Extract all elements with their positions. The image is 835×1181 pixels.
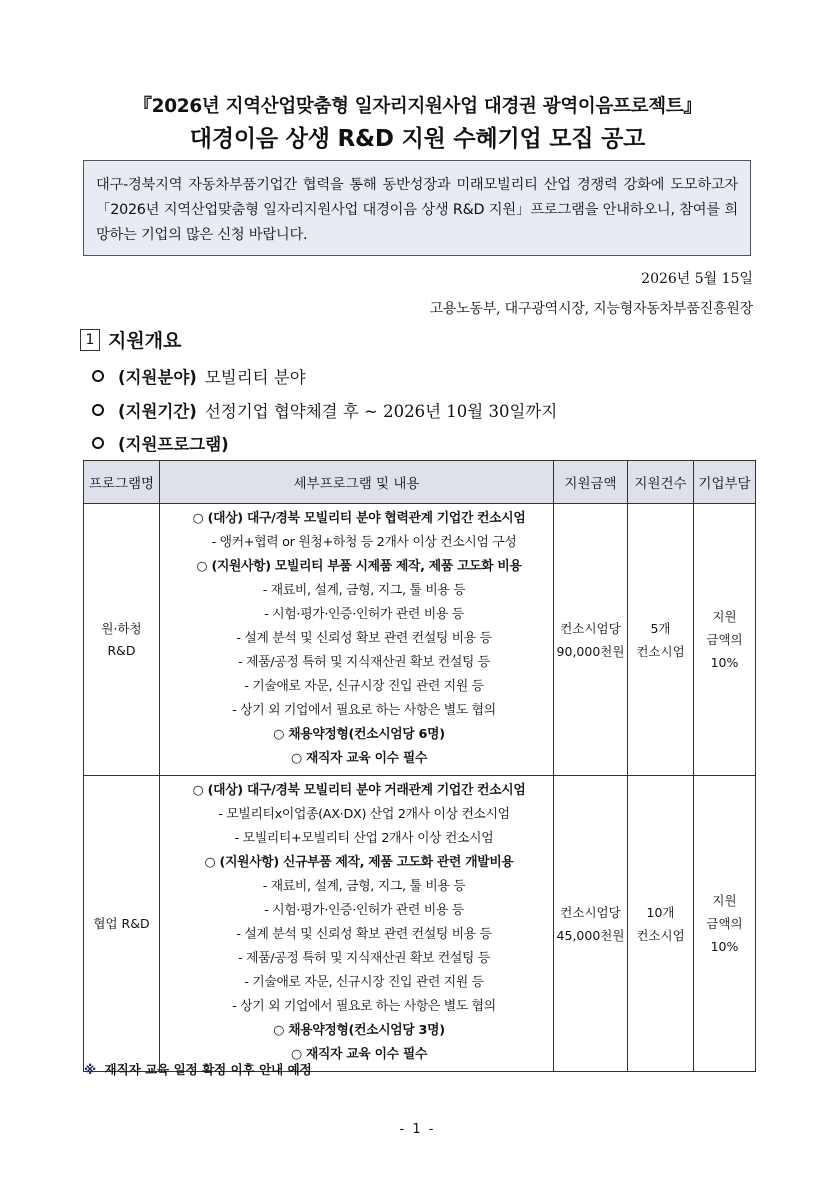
burden-percent: 10% [710,939,739,954]
detail-heading-line: ○ (대상) 대구/경북 모빌리티 분야 협력관계 기업간 컨소시엄 [192,511,526,526]
detail-sub-line: - 앵커+협력 or 원청+하청 등 2개사 이상 컨소시엄 구성 [211,535,517,550]
bullet-label: (지원기간) [118,402,197,421]
count-cell [628,776,694,1072]
detail-sub-line: - 모빌리티+모빌리티 산업 2개사 이상 컨소시엄 [234,831,494,846]
bullet-support-field [92,364,306,388]
burden-line: 금액의 [706,632,743,647]
detail-sub-line: - 재료비, 설계, 금형, 지그, 툴 비용 등 [262,879,466,894]
detail-sub-line: - 기술애로 자문, 신규시장 진입 관련 지원 등 [244,975,484,990]
burden-cell [694,504,756,776]
table-row [84,776,756,1072]
page-title: 대경이음 상생 R&D 지원 수혜기업 모집 공고 [189,126,646,152]
bullet-support-period [92,398,557,422]
burden-line: 지원 [712,893,737,908]
program-detail-cell [160,504,554,776]
burden-cell [694,776,756,1072]
detail-heading-line: ○ 채용약정형(컨소시엄당 3명) [273,1023,445,1038]
count-unit: 컨소시엄 [636,927,685,943]
section-number: 1 [80,329,100,351]
header-burden: 기업부담 [694,461,756,504]
bullet-label: (지원프로그램) [118,435,229,454]
section-heading [80,326,181,353]
count-value: 5개 [650,620,671,636]
detail-heading-line: ○ (대상) 대구/경북 모빌리티 분야 거래관계 기업간 컨소시엄 [192,783,526,798]
table-header-row [84,461,756,504]
detail-sub-line: - 제품/공정 특허 및 지식재산권 확보 컨설팅 등 [238,655,490,670]
program-name-cell [84,776,160,1072]
count-cell [628,504,694,776]
bullet-value: 모빌리티 분야 [204,368,306,387]
detail-heading-line: ○ 재직자 교육 이수 필수 [290,751,428,766]
amount-value: 45,000천원 [556,927,625,943]
footnote-text: 재직자 교육 일정 확정 이후 안내 예정 [104,1062,312,1077]
header-detail: 세부프로그램 및 내용 [160,461,554,504]
header-count: 지원건수 [628,461,694,504]
issuing-organizations: 고용노동부, 대구광역시장, 지능형자동차부품진흥원장 [429,301,753,317]
bullet-value: 선정기업 협약체결 후 ~ 2026년 10월 30일까지 [204,402,558,421]
burden-line: 지원 [712,609,737,624]
detail-sub-line: - 기술애로 자문, 신규시장 진입 관련 지원 등 [244,679,484,694]
program-table [83,460,756,1072]
program-name: 원·하청 [101,620,142,636]
count-value: 10개 [646,904,675,920]
program-name-sub: R&D [107,642,136,658]
page-number: - 1 - [399,1122,436,1137]
detail-sub-line: - 설계 분석 및 신뢰성 확보 관련 컨설팅 비용 등 [236,631,492,646]
amount-value: 90,000천원 [556,643,625,659]
burden-line: 금액의 [706,916,743,931]
circle-bullet-icon [92,437,104,449]
reference-mark-icon: ※ [84,1062,97,1077]
detail-sub-line: - 시험·평가·인증·인허가 관련 비용 등 [264,903,464,918]
bullet-support-program [92,431,237,455]
program-name-cell [84,504,160,776]
detail-heading-line: ○ 재직자 교육 이수 필수 [290,1047,428,1062]
amount-label: 컨소시엄당 [560,620,621,636]
announcement-date: 2026년 5월 15일 [641,271,753,287]
count-unit: 컨소시엄 [636,643,685,659]
circle-bullet-icon [92,404,104,416]
amount-cell [554,776,628,1072]
detail-sub-line: - 재료비, 설계, 금형, 지그, 툴 비용 등 [262,583,466,598]
footnote [84,1060,312,1078]
header-amount: 지원금액 [554,461,628,504]
detail-sub-line: - 제품/공정 특허 및 지식재산권 확보 컨설팅 등 [238,951,490,966]
detail-sub-line: - 모빌리티x이업종(AX·DX) 산업 2개사 이상 컨소시엄 [218,807,510,822]
table-row [84,504,756,776]
circle-bullet-icon [92,370,104,382]
burden-percent: 10% [710,655,739,670]
header-program-name: 프로그램명 [84,461,160,504]
detail-sub-line: - 상기 외 기업에서 필요로 하는 사항은 별도 협의 [232,703,496,718]
program-detail-cell [160,776,554,1072]
title-line-1: 『2026년 지역산업맞춤형 일자리지원사업 대경권 광역이음프로젝트』 [133,96,702,117]
detail-sub-line: - 설계 분석 및 신뢰성 확보 관련 컨설팅 비용 등 [236,927,492,942]
detail-sub-line: - 시험·평가·인증·인허가 관련 비용 등 [264,607,464,622]
amount-label: 컨소시엄당 [560,904,621,920]
bullet-label: (지원분야) [118,368,197,387]
detail-sub-line: - 상기 외 기업에서 필요로 하는 사항은 별도 협의 [232,999,496,1014]
detail-heading-line: ○ (지원사항) 신규부품 제작, 제품 고도화 관련 개발비용 [204,855,514,870]
intro-box: 대구-경북지역 자동차부품기업간 협력을 통해 동반성장과 미래모빌리티 산업 경쟁력 강화에 도모하고자「2026년 지역산업맞춤형 일자리지원사업 대경이음 상생 R&D 지원」프로그램을 안내하오니, 참여를 희망하는 기업의 많은 신청 바랍니다. [83,160,751,256]
program-name: 협업 R&D [93,915,150,931]
detail-heading-line: ○ 채용약정형(컨소시엄당 6명) [273,727,445,742]
amount-cell [554,504,628,776]
detail-heading-line: ○ (지원사항) 모빌리티 부품 시제품 제작, 제품 고도화 비용 [196,559,522,574]
section-title: 지원개요 [108,330,182,352]
